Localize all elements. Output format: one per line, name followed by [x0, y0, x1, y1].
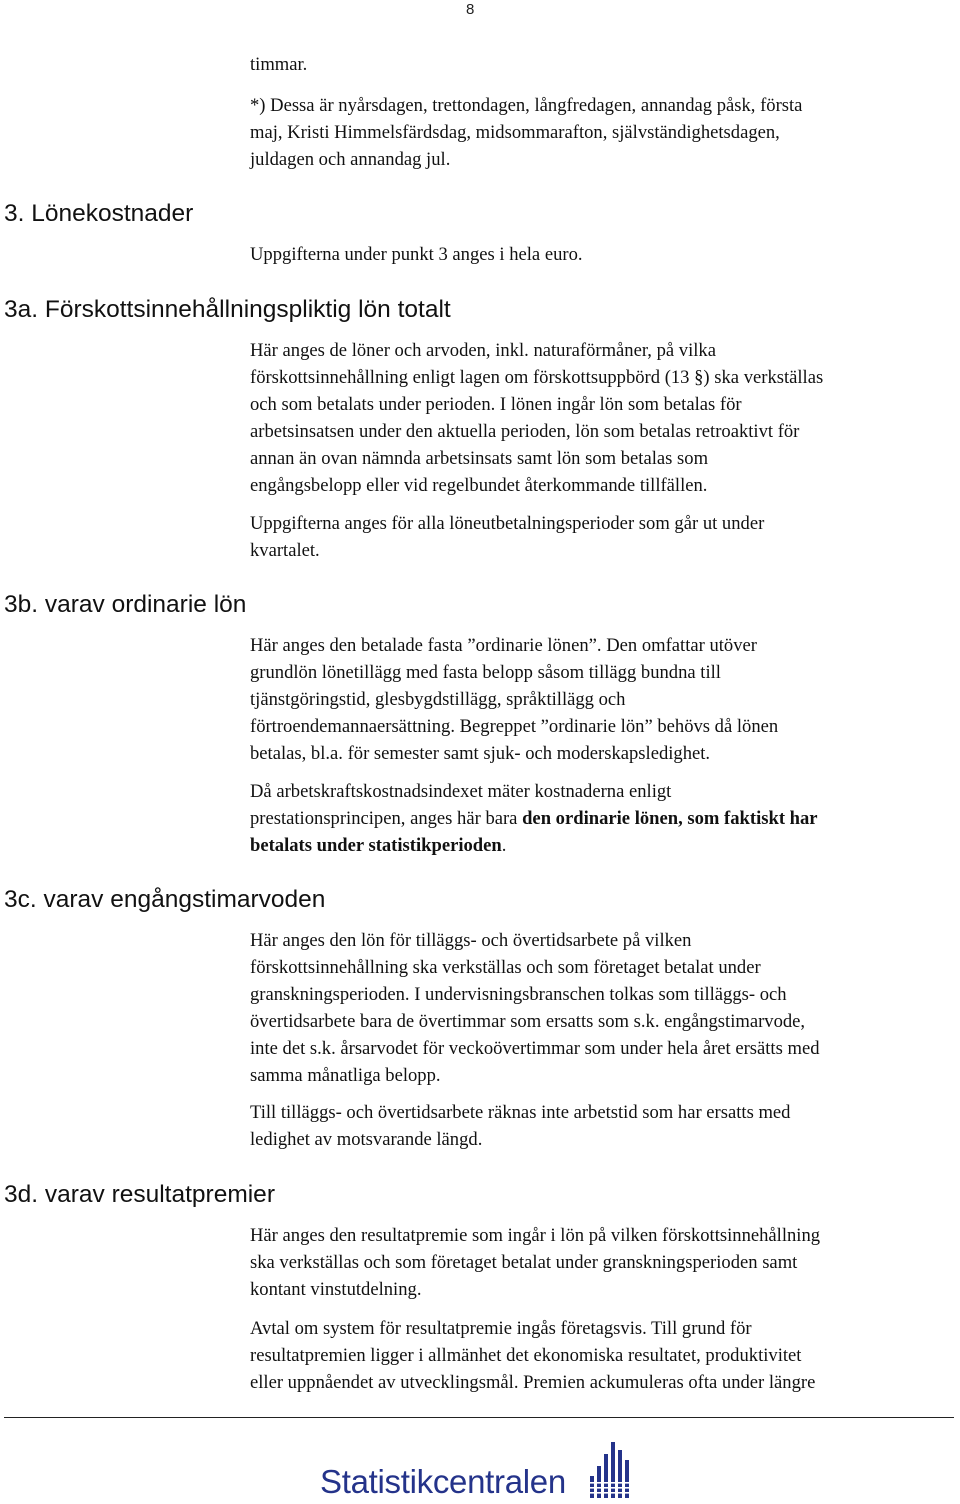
paragraph-3d-1: Här anges den resultatpremie som ingår i lön på vilken förskottsinnehållning ska verkställas och som företaget betalat under granskningsperioden samt kontant vinstutdelning. [250, 1225, 821, 1300]
heading-3-lonekostnader: 3. Lönekostnader [4, 200, 194, 227]
paragraph-3c-1: Här anges den lön för tilläggs- och övertidsarbete på vilken förskottsinnehållning ska verkställas och som företaget betalat under granskningsperioden. I undervisningsbranschen tolkas som tilläggs- och övertidsarbete bara de övertimmar som ersatts som s.k. engångstimarvode, inte det s.k. årsarvodet för veckoövertimmar som under hela året ersätts med samma månatliga belopp. [250, 930, 820, 1086]
paragraph-3b-2 [250, 778, 958, 859]
bar-chart-logo-icon [588, 1436, 634, 1504]
paragraph-3b-2-bold: den ordinarie lönen, som faktiskt har betalats under statistikperioden [250, 808, 818, 856]
heading-3a: 3a. Förskottsinnehållningspliktig lön totalt [4, 296, 451, 323]
heading-3b: 3b. varav ordinarie lön [4, 591, 247, 618]
paragraph-3d-2: Avtal om system för resultatpremie ingås företagsvis. Till grund för resultatpremien ligger i allmänhet det ekonomiska resultatet, produktivitet eller uppnåendet av utvecklingsmål. Premien ackumuleras ofta under längre [250, 1318, 816, 1393]
paragraph-3a-2: Uppgifterna anges för alla löneutbetalningsperioder som går ut under kvartalet. [250, 513, 765, 561]
page-number: 8 [466, 1, 475, 18]
statistikcentralen-logo [320, 1436, 640, 1504]
footer-divider [4, 1417, 954, 1418]
paragraph-holidays-footnote: *) Dessa är nyårsdagen, trettondagen, långfredagen, annandag påsk, första maj, Kristi Himmelsfärdsdag, midsommarafton, självständighetsdagen, juldagen och annandag jul. [250, 95, 803, 170]
paragraph-3a-1: Här anges de löner och arvoden, inkl. naturaförmåner, på vilka förskottsinnehållning enligt lagen om förskottsuppbörd (13 §) ska verkställas och som betalats under perioden. I lönen ingår lön som betalas för arbetsinsatsen under den aktuella perioden, lön som betalas retroaktivt för annan än ovan nämnda arbetsinsats samt lön som betalas som engångsbelopp eller vid regelbundet återkommande tillfällen. [250, 340, 824, 496]
paragraph-3b-1: Här anges den betalade fasta ”ordinarie lönen”. Den omfattar utöver grundlön lönetillägg med fasta belopp såsom tillägg bundna till tjänstgöringstid, glesbygdstillägg, språktillägg och förtroendemannaersättning. Begreppet ”ordinarie lön” behövs då lönen betalas, bl.a. för semester samt sjuk- och moderskapsledighet. [250, 635, 779, 764]
paragraph-3b-2-end: . [501, 835, 507, 856]
paragraph-timmar: timmar. [250, 54, 308, 75]
logo-wordmark: Statistikcentralen [320, 1463, 566, 1500]
paragraph-euro: Uppgifterna under punkt 3 anges i hela euro. [250, 244, 583, 265]
heading-3d: 3d. varav resultatpremier [4, 1181, 275, 1208]
paragraph-3b-2-start: Då arbetskraftskostnadsindexet mäter kostnaderna enligt prestationsprincipen, anges här bara [250, 781, 672, 829]
heading-3c: 3c. varav engångstimarvoden [4, 886, 326, 913]
paragraph-3c-2: Till tilläggs- och övertidsarbete räknas inte arbetstid som har ersatts med ledighet av motsvarande längd. [250, 1102, 791, 1150]
